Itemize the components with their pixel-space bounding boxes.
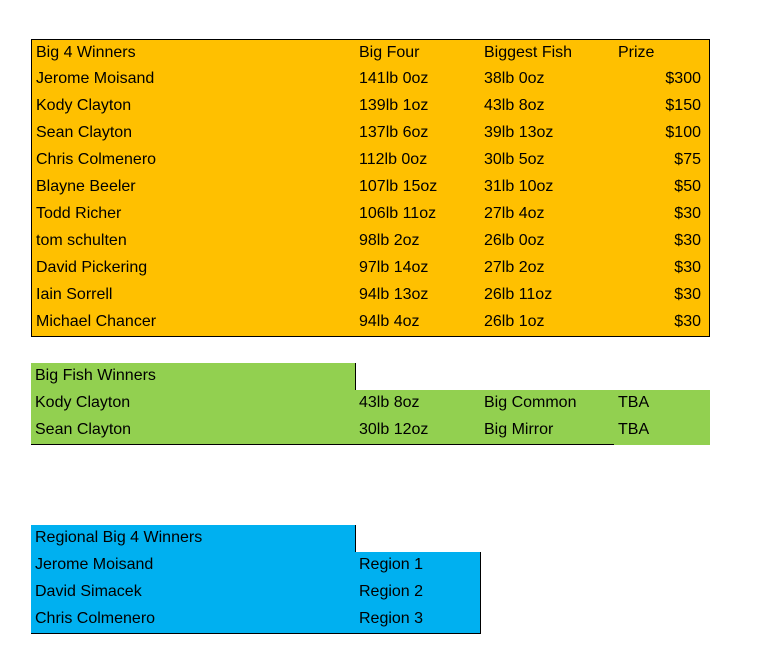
big4-cell-biggestfish: 26lb 0oz [480, 228, 615, 256]
big4-cell-biggestfish: 26lb 11oz [480, 282, 615, 310]
big4-cell-bigfour: 139lb 1oz [355, 93, 481, 121]
big4-cell-name: Blayne Beeler [31, 174, 356, 202]
bigfish-cell-category: Big Common [480, 390, 615, 418]
big4-cell-name: Michael Chancer [31, 309, 356, 337]
big4-cell-prize: $300 [614, 66, 710, 94]
big4-cell-prize: $75 [614, 147, 710, 175]
regional-header: Regional Big 4 Winners [31, 525, 356, 553]
big4-header-prize: Prize [614, 39, 710, 67]
big4-cell-biggestfish: 39lb 13oz [480, 120, 615, 148]
big4-cell-bigfour: 98lb 2oz [355, 228, 481, 256]
big4-cell-prize: $30 [614, 309, 710, 337]
big4-cell-bigfour: 94lb 4oz [355, 309, 481, 337]
bigfish-header: Big Fish Winners [31, 363, 356, 391]
bigfish-cell-prize: TBA [614, 390, 710, 418]
big4-cell-prize: $30 [614, 228, 710, 256]
big4-cell-bigfour: 137lb 6oz [355, 120, 481, 148]
big4-cell-name: Jerome Moisand [31, 66, 356, 94]
bigfish-cell-name: Kody Clayton [31, 390, 356, 418]
regional-cell-region: Region 1 [355, 552, 481, 580]
big4-cell-prize: $150 [614, 93, 710, 121]
bigfish-cell-weight: 30lb 12oz [355, 417, 481, 445]
big4-cell-name: tom schulten [31, 228, 356, 256]
big4-cell-prize: $100 [614, 120, 710, 148]
big4-cell-name: Todd Richer [31, 201, 356, 229]
big4-cell-prize: $50 [614, 174, 710, 202]
bigfish-cell-weight: 43lb 8oz [355, 390, 481, 418]
big4-cell-biggestfish: 43lb 8oz [480, 93, 615, 121]
big4-cell-name: Iain Sorrell [31, 282, 356, 310]
big4-cell-bigfour: 112lb 0oz [355, 147, 481, 175]
big4-cell-name: Sean Clayton [31, 120, 356, 148]
big4-cell-name: David Pickering [31, 255, 356, 283]
bigfish-cell-category: Big Mirror [480, 417, 615, 445]
regional-cell-name: Chris Colmenero [31, 606, 356, 634]
big4-cell-prize: $30 [614, 255, 710, 283]
big4-cell-bigfour: 141lb 0oz [355, 66, 481, 94]
big4-cell-prize: $30 [614, 201, 710, 229]
bigfish-cell-prize: TBA [614, 417, 710, 445]
big4-cell-prize: $30 [614, 282, 710, 310]
big4-header-bigfour: Big Four [355, 39, 481, 67]
big4-cell-biggestfish: 30lb 5oz [480, 147, 615, 175]
big4-cell-biggestfish: 38lb 0oz [480, 66, 615, 94]
big4-cell-biggestfish: 27lb 2oz [480, 255, 615, 283]
big4-cell-bigfour: 107lb 15oz [355, 174, 481, 202]
big4-cell-name: Kody Clayton [31, 93, 356, 121]
regional-cell-name: Jerome Moisand [31, 552, 356, 580]
big4-cell-biggestfish: 31lb 10oz [480, 174, 615, 202]
big4-cell-biggestfish: 27lb 4oz [480, 201, 615, 229]
big4-header-biggestfish: Biggest Fish [480, 39, 615, 67]
big4-cell-biggestfish: 26lb 1oz [480, 309, 615, 337]
big4-header-name: Big 4 Winners [31, 39, 356, 67]
big4-cell-bigfour: 94lb 13oz [355, 282, 481, 310]
big4-cell-bigfour: 106lb 11oz [355, 201, 481, 229]
regional-cell-name: David Simacek [31, 579, 356, 607]
regional-cell-region: Region 2 [355, 579, 481, 607]
regional-cell-region: Region 3 [355, 606, 481, 634]
bigfish-cell-name: Sean Clayton [31, 417, 356, 445]
big4-cell-name: Chris Colmenero [31, 147, 356, 175]
big4-cell-bigfour: 97lb 14oz [355, 255, 481, 283]
